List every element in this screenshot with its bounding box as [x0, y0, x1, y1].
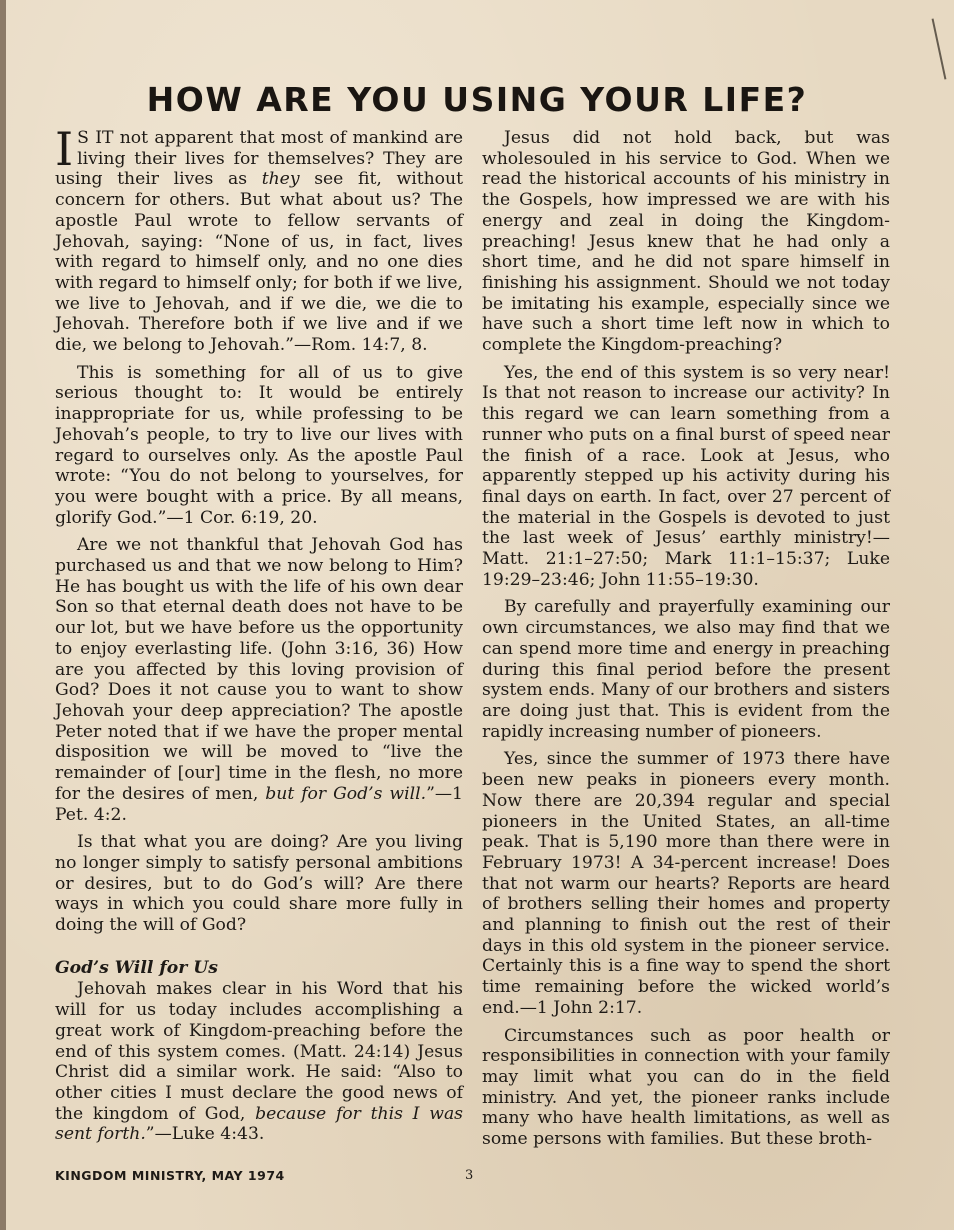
section-heading: God’s Will for Us — [55, 957, 218, 978]
paragraph: This is something for all of us to give serious thought to: It would be entirely inappropriate for us, while professing to be Jehovah’s people, to try to live our lives with regard to ourselves only. As the apostle Paul wrote: “You do not belong to yourselves, for you were bought with a price. By all means, glorify God.”—1 Cor. 6:19, 20. — [55, 362, 463, 528]
paragraph: Yes, the end of this system is so very near! Is that not reason to increase our activity? In this regard we can learn something from a runner who puts on a final burst of speed near the finish of a race. Look at Jesus, who apparently stepped up his activity during his final days on earth. In fact, over 27 percent of the material in the Gospels is devoted to just the last week of Jesus’ earthly ministry!—Matt. 21:1–27:50; Mark 11:1–15:37; Luke 19:29–23:46; John 11:55–19:30. — [482, 362, 890, 590]
right-column — [482, 128, 890, 1150]
paragraph: Yes, since the summer of 1973 there have been new peaks in pioneers every month. Now there are 20,394 regular and special pioneers in the United States, an all-time peak. That is 5,190 more than there were in February 1973! A 34-percent increase! Does that not warm our hearts? Reports are heard of brothers selling their homes and property and planning to finish out the rest of their days in this old system in the pioneer service. Certainly this is a fine way to spend the short time remaining before the wicked world’s end.—1 John 2:17. — [482, 749, 890, 1018]
paragraph: Jesus did not hold back, but was wholesouled in his service to God. When we read the historical accounts of his ministry in the Gospels, how impressed we are with his energy and zeal in doing the Kingdom-preaching! Jesus knew that he had only a short time, and he did not spare himself in finishing his assignment. Should we not today be imitating his example, especially since we have such a short time left now in which to complete the Kingdom-preaching? — [482, 128, 890, 356]
publication-footer: KINGDOM MINISTRY, MAY 1974 — [55, 1168, 285, 1183]
left-column — [55, 122, 464, 1145]
pen-mark — [932, 18, 947, 79]
paragraph: Jehovah makes clear in his Word that his will for us today includes accomplishing a great work of Kingdom-preaching before the end of this system comes. (Matt. 24:14) Jesus Christ did a similar work. He said: “Also to other cities I must declare the good news of the kingdom of God, because for this I was sent forth.”—Luke 4:43. — [55, 979, 464, 1145]
paragraph: Are we not thankful that Jehovah God has purchased us and that we now belong to Him? He has bought us with the life of his own dear Son so that eternal death does not have to be our lot, but we have before us the opportunity to enjoy everlasting life. (John 3:16, 36) How are you affected by this loving provision of God? Does it not cause you to want to show Jehovah your deep appreciation? The apostle Peter noted that if we have the proper mental disposition we will be moved to “live the remainder of [our] time in the flesh, no more for the desires of men, but for God’s will.”—1 Pet. 4:2. — [55, 535, 463, 825]
paragraph: By carefully and prayerfully examining our own circumstances, we also may find that we can spend more time and energy in preaching during this final period before the present system ends. Many of our brothers and sisters are doing just that. This is evident from the rapidly increasing number of pioneers. — [482, 597, 890, 742]
paragraph: Is that what you are doing? Are you living no longer simply to satisfy personal ambitions or desires, but to do God’s will? Are there ways in which you could share more fully in doing the will of God? — [55, 832, 463, 936]
article-title: HOW ARE YOU USING YOUR LIFE? — [146, 80, 808, 119]
drop-cap: I — [55, 122, 74, 176]
paragraph: I S IT not apparent that most of mankind are living their lives for themselves? They are using their lives as they see fit, without concern for others. But what about us? The apostle Paul wrote to fellow servants of Jehovah, saying: “None of us, in fact, lives with regard to himself only, and no one dies with regard to himself only; for both if we live, we live to Jehovah, and if we die, we die to Jehovah. Therefore both if we live and if we die, we belong to Jehovah.”—Rom. 14:7, 8. — [55, 122, 463, 356]
page-number: 3 — [465, 1168, 474, 1183]
paragraph: Circumstances such as poor health or responsibilities in connection with your family may limit what you can do in the field ministry. And yet, the pioneer ranks include many who have health limitations, as well as some persons with families. But these broth- — [482, 1025, 890, 1150]
page-edge — [0, 0, 6, 1230]
